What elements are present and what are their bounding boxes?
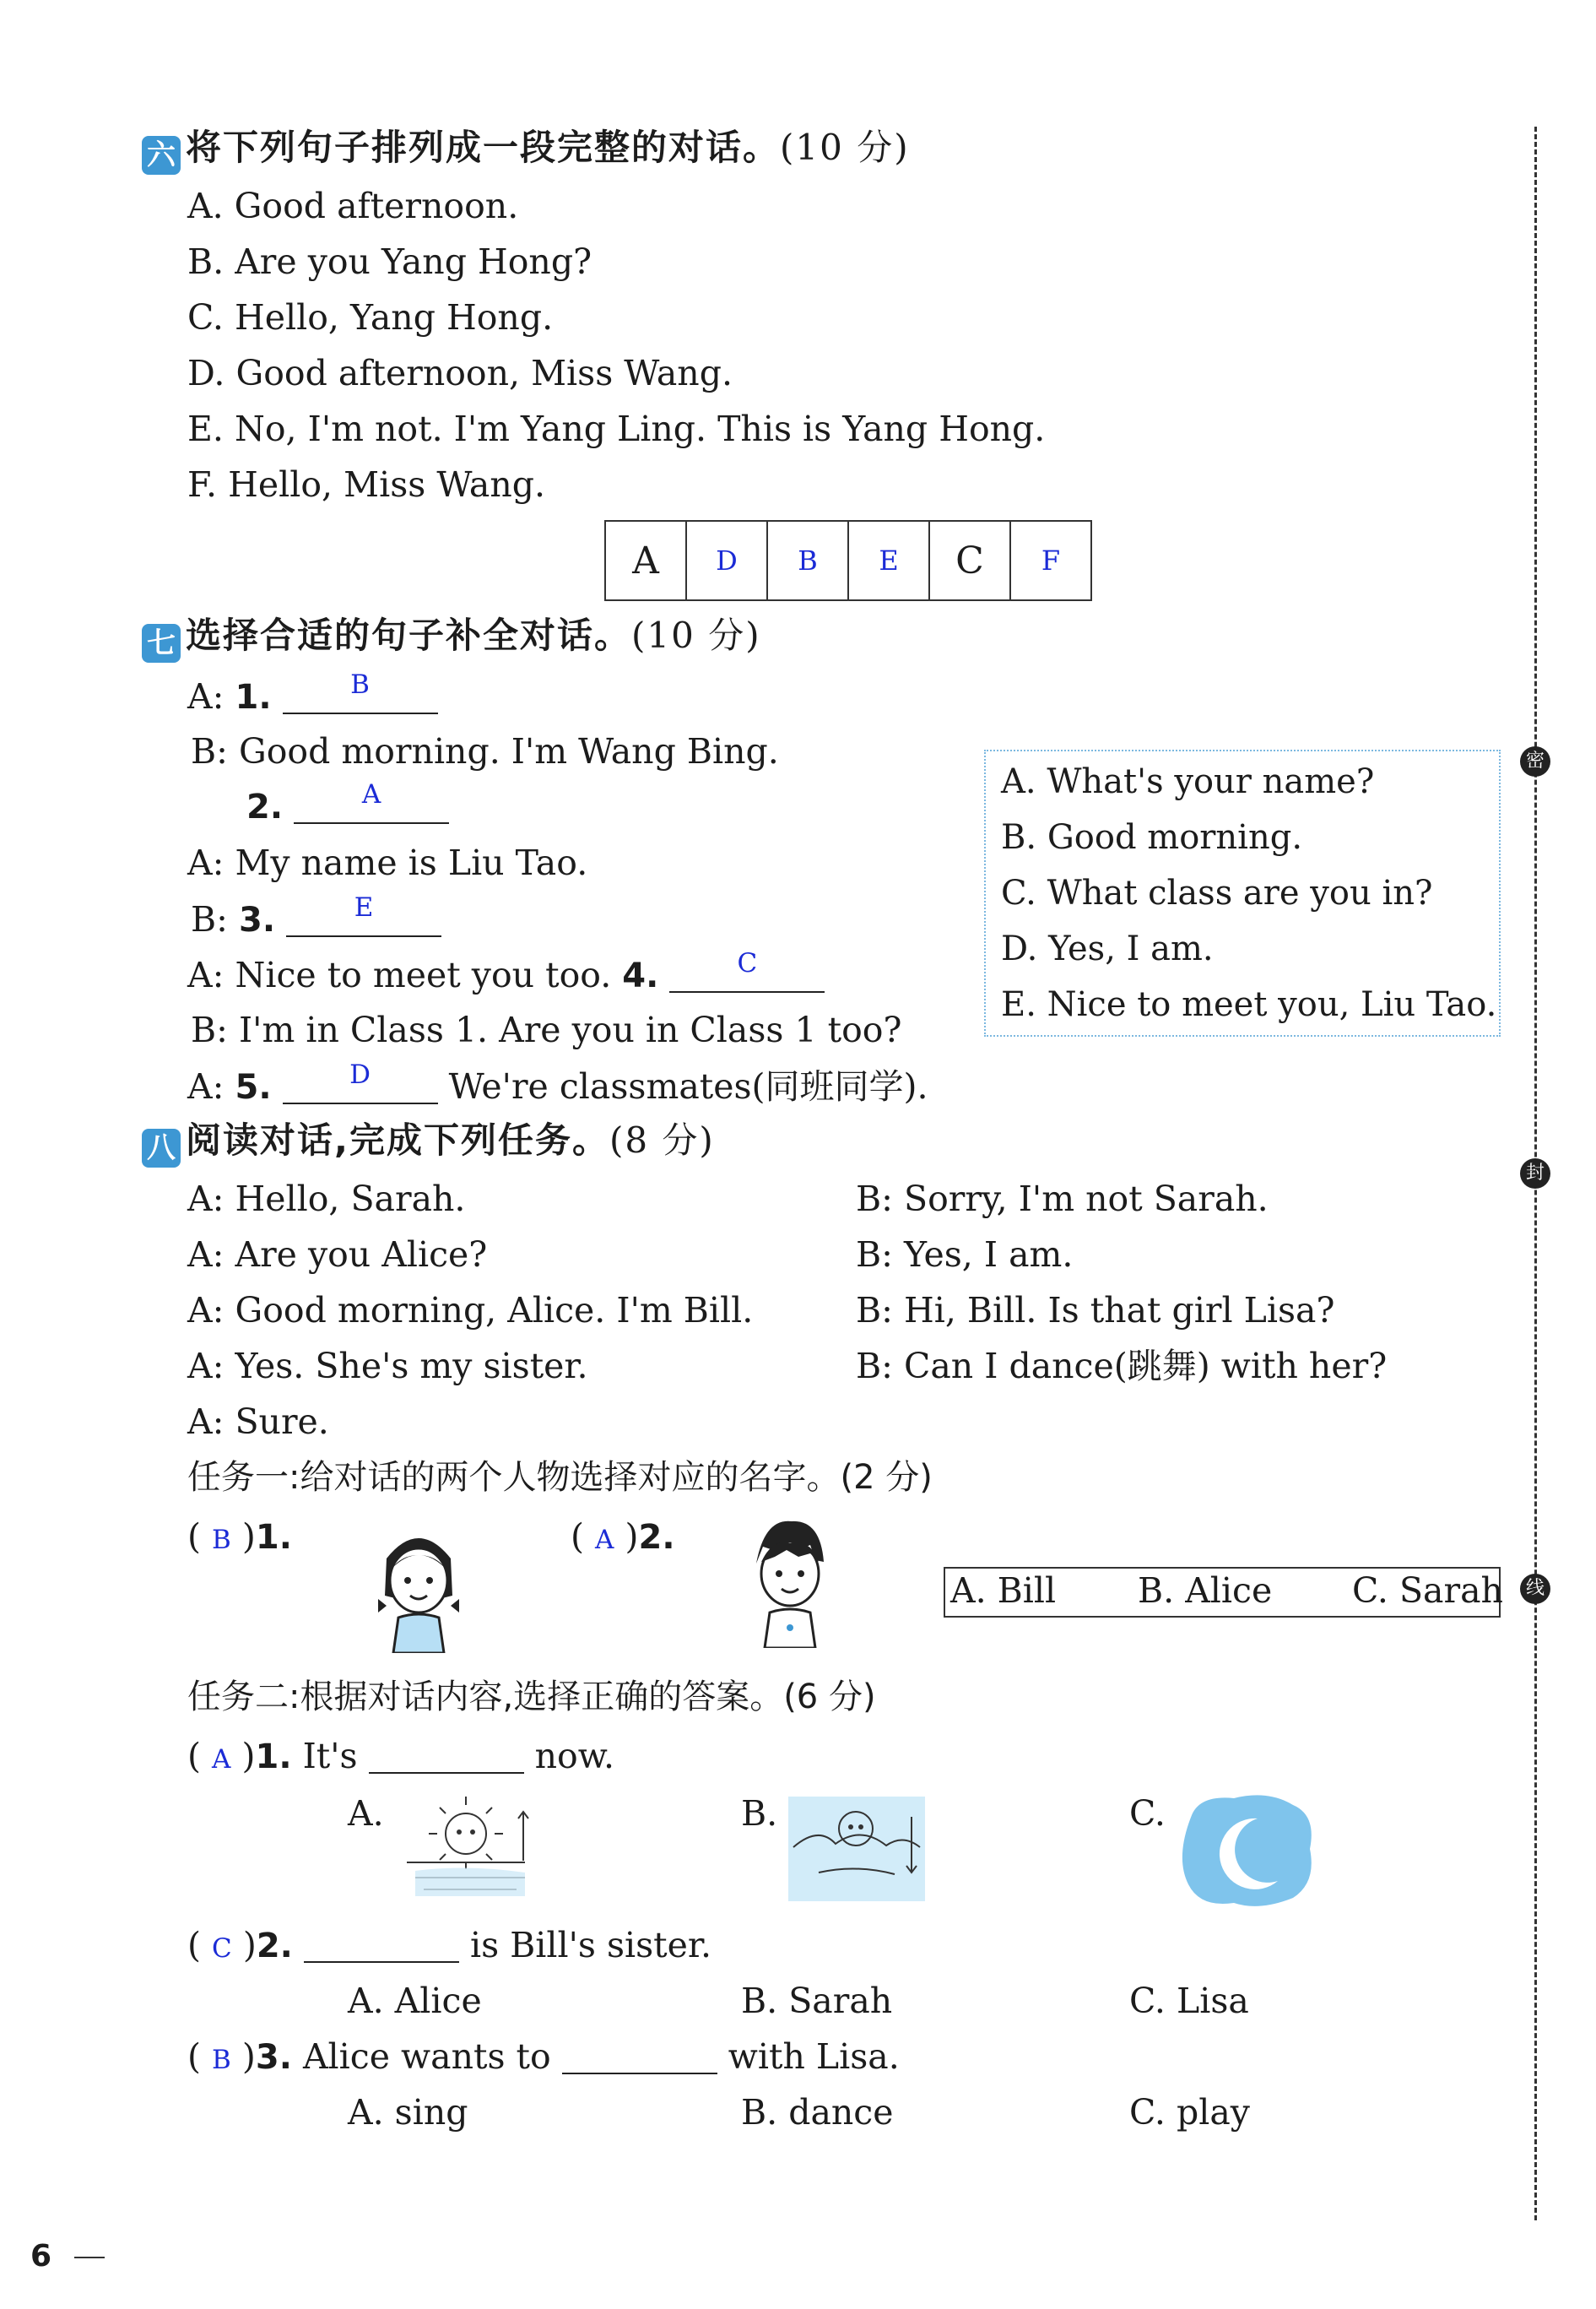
order-cell: C [929, 521, 1010, 600]
question-number: 1. [235, 678, 272, 717]
question-number: 2. [246, 788, 284, 827]
section6-heading [142, 127, 910, 175]
name-option-b: B. Alice [1138, 1570, 1273, 1611]
answer-text: E [354, 892, 374, 923]
question-number: 3. [239, 901, 276, 940]
seal-mark: 封 [1520, 1158, 1550, 1189]
section6-title: 将下列句子排列成一段完整的对话。 [186, 127, 781, 168]
order-cell[interactable]: D [686, 521, 767, 600]
dialog-line-5 [191, 892, 441, 940]
order-cell: A [605, 521, 686, 600]
q3-option-b: B. dance [741, 2092, 894, 2133]
dialogue-b-1: B: Sorry, I'm not Sarah. [856, 1179, 1269, 1219]
option-e: E. Nice to meet you, Liu Tao. [1001, 985, 1497, 1024]
page-number-text: 6 [30, 2239, 52, 2274]
dialog-line-1 [187, 669, 438, 717]
answer-blank[interactable] [369, 1745, 524, 1774]
section7-heading [142, 615, 761, 663]
speaker: A: [187, 1066, 225, 1107]
q2-option-b: B. Sarah [741, 1981, 893, 2021]
line-text: A: Nice to meet you too. [187, 955, 612, 995]
task1-q2-answer[interactable]: A [595, 1525, 614, 1555]
option-b: B. Good morning. [1001, 818, 1303, 857]
sentence-c: C. Hello, Yang Hong. [187, 297, 554, 338]
task2-q3-answer[interactable]: B [212, 2045, 231, 2075]
q2-option-c: C. Lisa [1129, 1981, 1249, 2021]
section8-badge: 八 [142, 1129, 181, 1168]
task1-q1-answer[interactable]: B [212, 1525, 231, 1555]
answer-text: B [350, 669, 370, 700]
task2-q3: ( B )3. Alice wants to with Lisa. [187, 2036, 900, 2077]
question-number: 3. [255, 2038, 292, 2077]
option-d: D. Yes, I am. [1001, 930, 1214, 968]
task2-q2-answer[interactable]: C [212, 1933, 232, 1964]
question-number: 2. [256, 1927, 293, 1965]
task1-q1: ( B )1. [187, 1516, 292, 1557]
q1-post: now. [534, 1736, 614, 1776]
q3-pre: Alice wants to [302, 2036, 551, 2077]
sunrise-picture [398, 1795, 542, 1905]
dialogue-a-4: A: Yes. She's my sister. [187, 1346, 588, 1386]
name-option-a: A. Bill [950, 1570, 1057, 1611]
q3-option-a: A. sing [348, 2092, 468, 2133]
sunset-picture [785, 1791, 928, 1906]
answer-blank[interactable] [562, 2046, 717, 2074]
dialog-line-2: B: Good morning. I'm Wang Bing. [191, 731, 779, 772]
task1-q2: ( A )2. [571, 1516, 675, 1557]
q1-option-a-label: A. [348, 1793, 384, 1834]
dialog-line-6 [187, 948, 825, 995]
answer-blank[interactable] [283, 1060, 438, 1104]
option-c: C. What class are you in? [1001, 874, 1433, 913]
task1-title: 任务一:给对话的两个人物选择对应的名字。(2 分) [187, 1458, 933, 1497]
question-number: 2. [638, 1518, 675, 1557]
section7-points: (10 分) [631, 615, 761, 656]
q2-option-a: A. Alice [348, 1981, 482, 2021]
dialogue-a-1: A: Hello, Sarah. [187, 1179, 466, 1219]
answer-text: A [361, 779, 381, 810]
dialog-line-7: B: I'm in Class 1. Are you in Class 1 too? [191, 1010, 902, 1050]
answer-blank[interactable] [669, 948, 825, 993]
dialogue-a-2: A: Are you Alice? [187, 1234, 488, 1275]
seal-mark: 线 [1520, 1574, 1550, 1604]
q1-option-b-label: B. [741, 1793, 778, 1834]
task2-q2: ( C )2. is Bill's sister. [187, 1925, 712, 1965]
q3-post: with Lisa. [728, 2036, 900, 2077]
name-option-c: C. Sarah [1352, 1570, 1503, 1611]
order-table [604, 520, 1092, 601]
answer-blank[interactable] [294, 779, 449, 824]
dialogue-b-2: B: Yes, I am. [856, 1234, 1074, 1275]
q2-post: is Bill's sister. [469, 1925, 712, 1965]
section6-points: (10 分) [780, 127, 910, 168]
section8-points: (8 分) [609, 1119, 715, 1161]
q1-pre: It's [302, 1736, 358, 1776]
line-text: We're classmates(同班同学). [448, 1066, 928, 1107]
order-cell[interactable]: F [1010, 521, 1091, 600]
task2-title: 任务二:根据对话内容,选择正确的答案。(6 分) [187, 1678, 876, 1716]
moon-picture [1175, 1790, 1318, 1911]
question-number: 1. [255, 1518, 292, 1557]
section7-title: 选择合适的句子补全对话。 [186, 615, 632, 656]
boy-picture [739, 1513, 841, 1648]
section8-title: 阅读对话,完成下列任务。 [186, 1119, 609, 1161]
section6-badge: 六 [142, 136, 181, 175]
dialogue-b-3: B: Hi, Bill. Is that girl Lisa? [856, 1290, 1335, 1331]
order-cell[interactable]: B [767, 521, 848, 600]
sentence-d: D. Good afternoon, Miss Wang. [187, 353, 733, 393]
page-number [30, 2239, 105, 2274]
question-number: 4. [622, 957, 659, 995]
task2-q1-answer[interactable]: A [212, 1744, 231, 1775]
answer-blank[interactable] [286, 892, 441, 937]
speaker: A: [187, 676, 225, 717]
question-number: 1. [255, 1737, 292, 1776]
answer-blank[interactable] [304, 1934, 459, 1963]
sentence-a: A. Good afternoon. [187, 186, 519, 226]
answer-text: D [349, 1060, 371, 1090]
girl-picture [368, 1518, 469, 1653]
sentence-e: E. No, I'm not. I'm Yang Ling. This is Yang Hong. [187, 409, 1046, 449]
order-cell[interactable]: E [848, 521, 929, 600]
section7-badge: 七 [142, 624, 181, 663]
section8-heading [142, 1119, 715, 1168]
answer-text: C [737, 948, 758, 978]
task2-q1: ( A )1. It's now. [187, 1736, 614, 1776]
option-a: A. What's your name? [1001, 762, 1375, 801]
sentence-b: B. Are you Yang Hong? [187, 241, 592, 282]
dialogue-b-4: B: Can I dance(跳舞) with her? [856, 1346, 1388, 1386]
question-number: 5. [235, 1068, 272, 1107]
sentence-f: F. Hello, Miss Wang. [187, 464, 546, 505]
dialog-line-4: A: My name is Liu Tao. [187, 843, 588, 883]
q3-option-c: C. play [1129, 2092, 1250, 2133]
dialogue-a-3: A: Good morning, Alice. I'm Bill. [187, 1290, 754, 1331]
dialog-line-8 [187, 1060, 928, 1107]
dialogue-a-5: A: Sure. [187, 1401, 329, 1442]
seal-mark: 密 [1520, 746, 1550, 777]
answer-blank[interactable] [283, 669, 438, 714]
dialog-line-3 [246, 779, 449, 827]
speaker: B: [191, 899, 228, 940]
q1-option-c-label: C. [1129, 1793, 1166, 1834]
